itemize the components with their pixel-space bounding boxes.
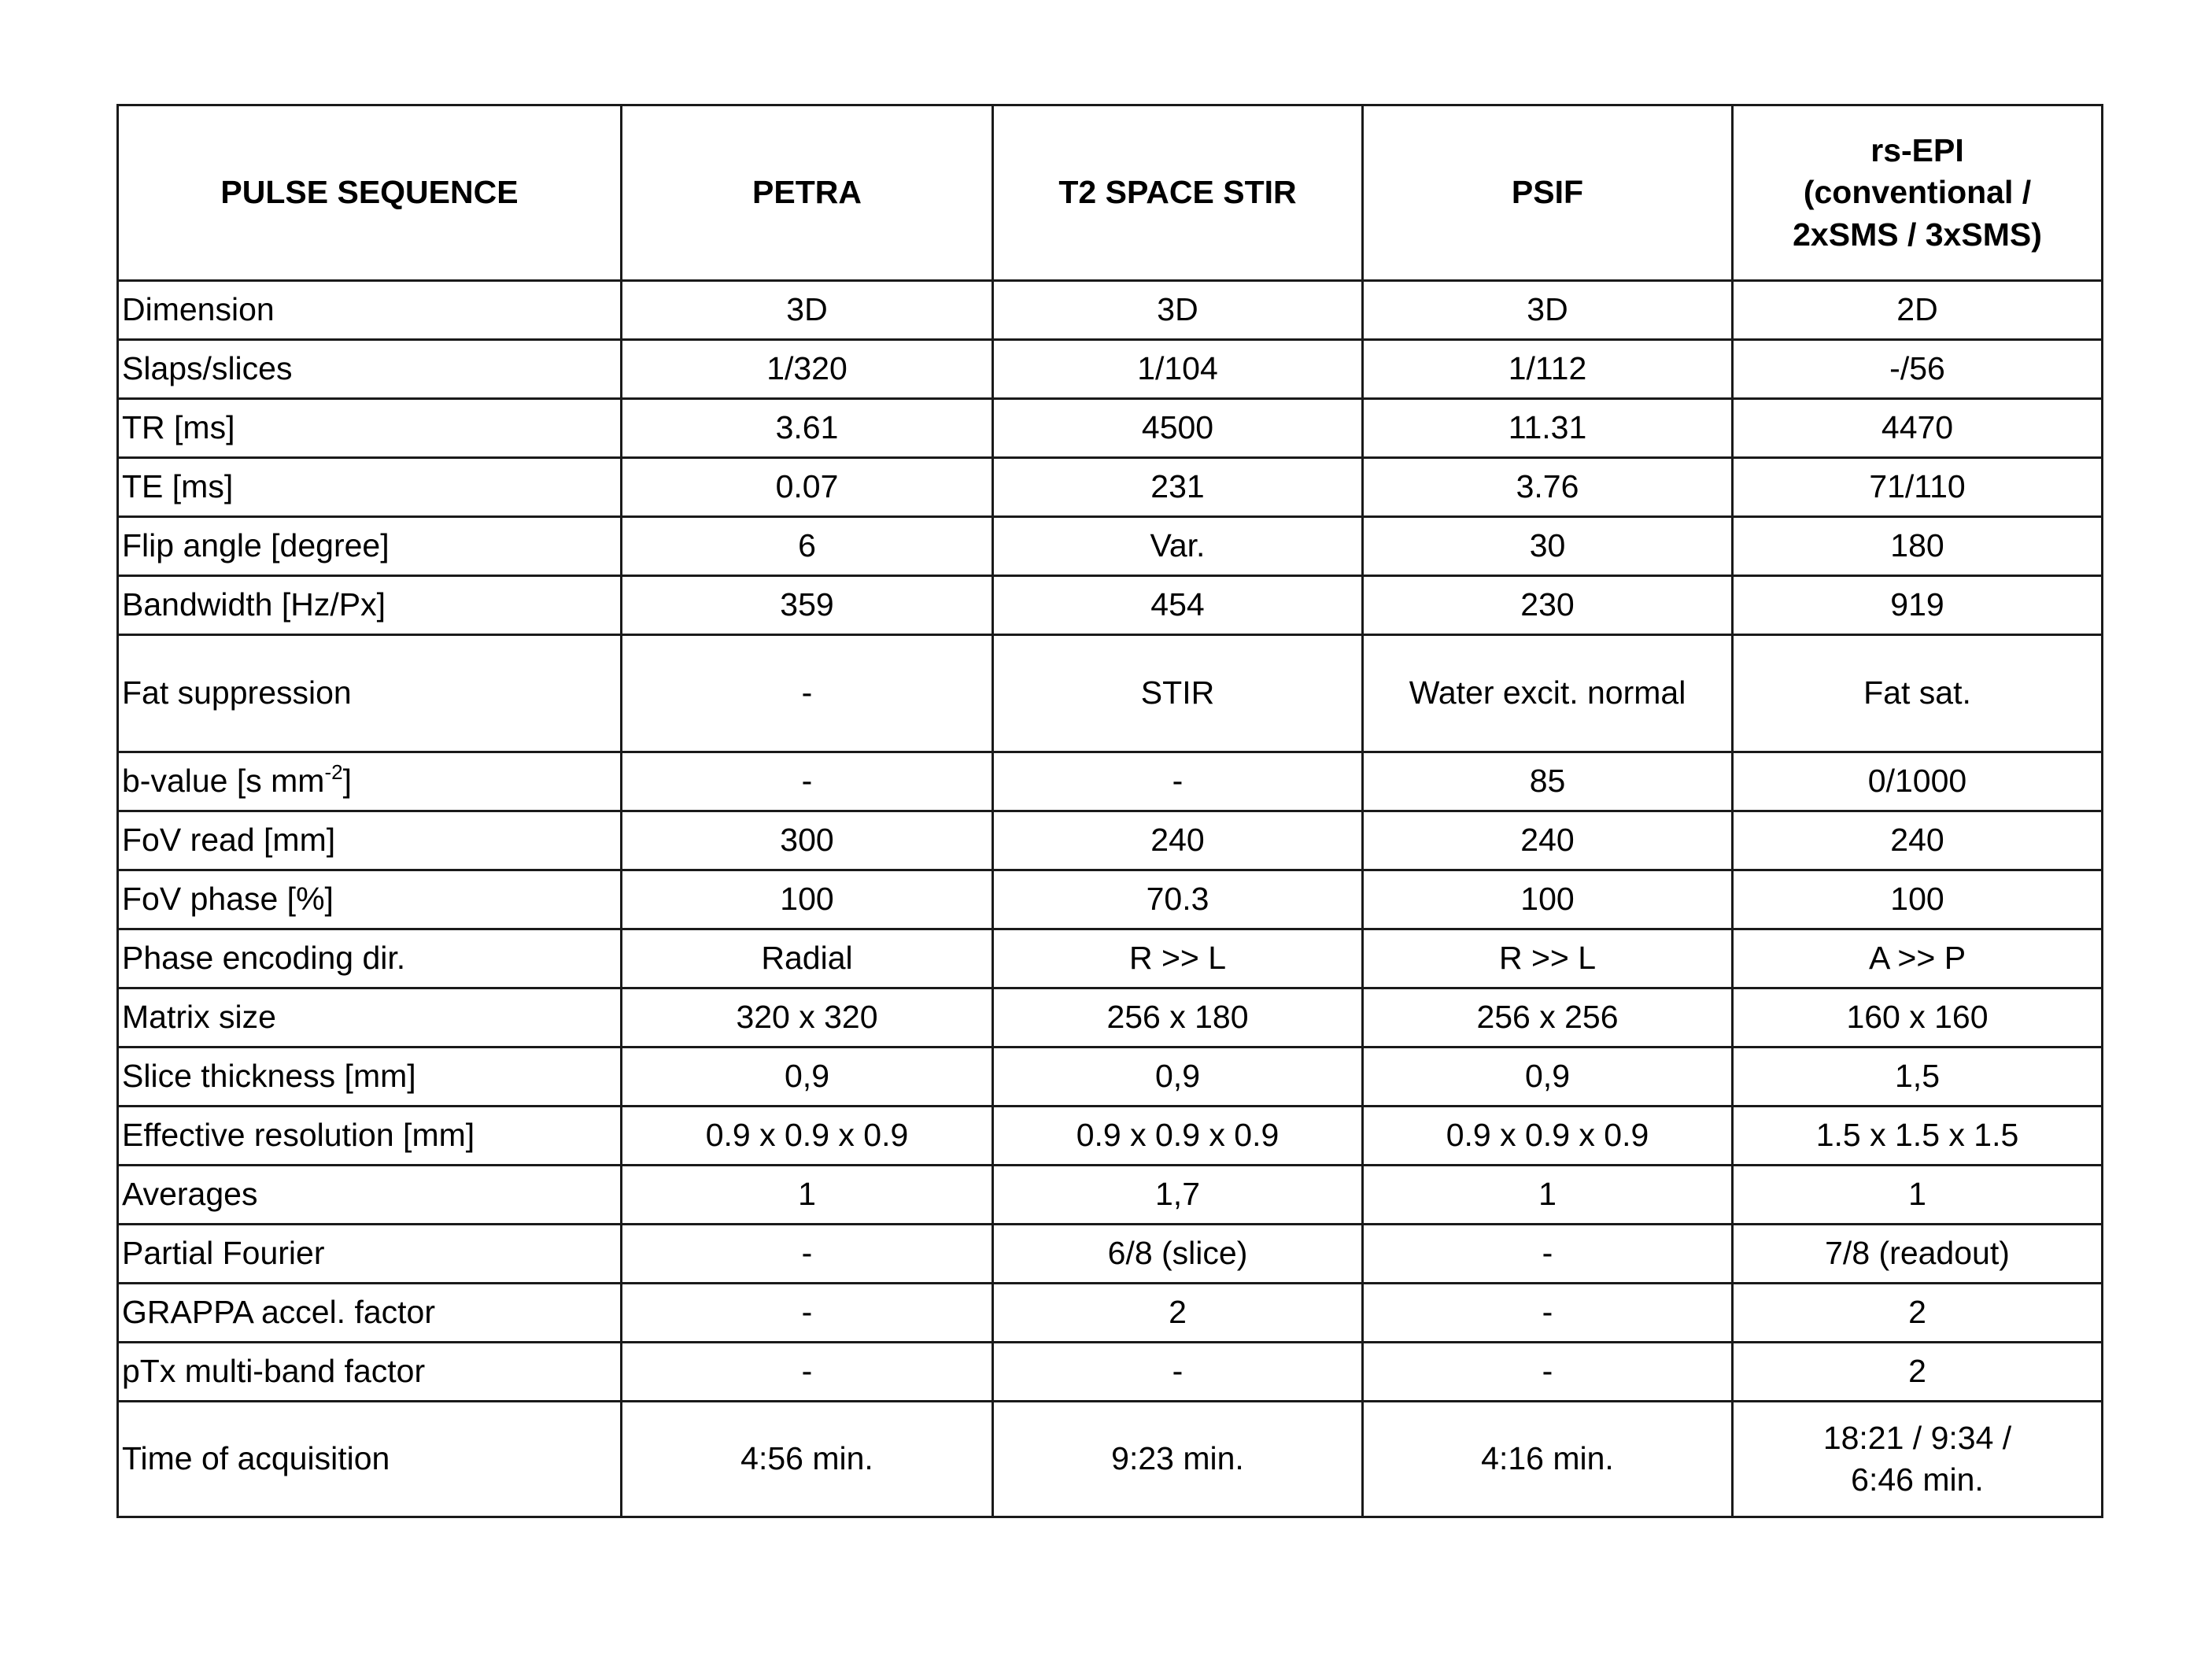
header-psif: PSIF	[1363, 105, 1733, 281]
cell-rs-epi: 1	[1733, 1166, 2103, 1225]
row-label: Slice thickness [mm]	[118, 1047, 622, 1107]
cell-line: 18:21 / 9:34 /	[1822, 1419, 2012, 1456]
table-row	[118, 340, 2103, 399]
cell-rs-epi	[1733, 1402, 2103, 1517]
cell-rs-epi: 71/110	[1733, 458, 2103, 517]
row-label: Flip angle [degree]	[118, 517, 622, 576]
cell-t2-space-stir: 6/8 (slice)	[993, 1225, 1363, 1284]
cell-rs-epi: 7/8 (readout)	[1733, 1225, 2103, 1284]
cell-petra: -	[622, 1284, 993, 1343]
row-label: Slaps/slices	[118, 340, 622, 399]
row-label: TE [ms]	[118, 458, 622, 517]
cell-psif: 3.76	[1363, 458, 1733, 517]
table-row	[118, 1166, 2103, 1225]
header-petra: PETRA	[622, 105, 993, 281]
cell-psif: Water excit. normal	[1363, 635, 1733, 752]
table-row	[118, 1107, 2103, 1166]
cell-rs-epi: 2	[1733, 1284, 2103, 1343]
cell-rs-epi: 1.5 x 1.5 x 1.5	[1733, 1107, 2103, 1166]
table-row	[118, 929, 2103, 988]
cell-t2-space-stir: 0.9 x 0.9 x 0.9	[993, 1107, 1363, 1166]
table-row	[118, 1402, 2103, 1517]
cell-rs-epi: 0/1000	[1733, 752, 2103, 811]
cell-petra: -	[622, 635, 993, 752]
cell-rs-epi: 4470	[1733, 399, 2103, 458]
row-label: TR [ms]	[118, 399, 622, 458]
row-label: Time of acquisition	[118, 1402, 622, 1517]
cell-petra: 4:56 min.	[622, 1402, 993, 1517]
cell-t2-space-stir: 231	[993, 458, 1363, 517]
header-rs-epi-line1: rs-EPI	[1870, 132, 1964, 169]
cell-psif: 30	[1363, 517, 1733, 576]
row-label: Partial Fourier	[118, 1225, 622, 1284]
cell-rs-epi: 2	[1733, 1343, 2103, 1402]
cell-t2-space-stir: 3D	[993, 281, 1363, 340]
cell-t2-space-stir: 70.3	[993, 870, 1363, 929]
row-label	[118, 752, 622, 811]
cell-psif: 85	[1363, 752, 1733, 811]
cell-petra: 1	[622, 1166, 993, 1225]
cell-t2-space-stir: 454	[993, 576, 1363, 635]
header-pulse-sequence: PULSE SEQUENCE	[118, 105, 622, 281]
cell-psif: 1/112	[1363, 340, 1733, 399]
row-label: Dimension	[118, 281, 622, 340]
table-row	[118, 1225, 2103, 1284]
cell-psif: 11.31	[1363, 399, 1733, 458]
table-row	[118, 635, 2103, 752]
row-label: Averages	[118, 1166, 622, 1225]
table-row	[118, 1047, 2103, 1107]
cell-psif: 256 x 256	[1363, 988, 1733, 1047]
cell-psif: -	[1363, 1343, 1733, 1402]
cell-petra: 100	[622, 870, 993, 929]
cell-psif: 0,9	[1363, 1047, 1733, 1107]
table-row	[118, 281, 2103, 340]
table-row	[118, 399, 2103, 458]
cell-t2-space-stir: 240	[993, 811, 1363, 870]
cell-petra: 1/320	[622, 340, 993, 399]
cell-petra: Radial	[622, 929, 993, 988]
row-label: GRAPPA accel. factor	[118, 1284, 622, 1343]
cell-petra: 0.9 x 0.9 x 0.9	[622, 1107, 993, 1166]
cell-rs-epi: Fat sat.	[1733, 635, 2103, 752]
table-row	[118, 811, 2103, 870]
row-label-text-end: ]	[342, 763, 352, 800]
row-label: pTx multi-band factor	[118, 1343, 622, 1402]
cell-t2-space-stir: Var.	[993, 517, 1363, 576]
cell-psif: 3D	[1363, 281, 1733, 340]
header-row	[118, 105, 2103, 281]
cell-t2-space-stir: 1,7	[993, 1166, 1363, 1225]
table-row	[118, 752, 2103, 811]
header-rs-epi-line2: (conventional /	[1803, 174, 2032, 211]
cell-petra: 0,9	[622, 1047, 993, 1107]
table-row	[118, 517, 2103, 576]
row-label: Phase encoding dir.	[118, 929, 622, 988]
cell-petra: 320 x 320	[622, 988, 993, 1047]
cell-psif: 100	[1363, 870, 1733, 929]
table-row	[118, 870, 2103, 929]
cell-petra: -	[622, 752, 993, 811]
row-label: Fat suppression	[118, 635, 622, 752]
cell-psif: 1	[1363, 1166, 1733, 1225]
cell-t2-space-stir: R >> L	[993, 929, 1363, 988]
cell-rs-epi: 100	[1733, 870, 2103, 929]
cell-rs-epi: 919	[1733, 576, 2103, 635]
row-label-text: b-value [s mm	[122, 763, 325, 800]
cell-rs-epi: 1,5	[1733, 1047, 2103, 1107]
cell-line: 6:46 min.	[1851, 1461, 1984, 1498]
cell-petra: 0.07	[622, 458, 993, 517]
cell-t2-space-stir: 256 x 180	[993, 988, 1363, 1047]
cell-rs-epi: 160 x 160	[1733, 988, 2103, 1047]
header-rs-epi	[1733, 105, 2103, 281]
cell-t2-space-stir: -	[993, 752, 1363, 811]
cell-petra: 3.61	[622, 399, 993, 458]
row-label: FoV phase [%]	[118, 870, 622, 929]
table-row	[118, 576, 2103, 635]
cell-petra: -	[622, 1225, 993, 1284]
cell-rs-epi: 180	[1733, 517, 2103, 576]
cell-psif: R >> L	[1363, 929, 1733, 988]
cell-rs-epi: 240	[1733, 811, 2103, 870]
cell-t2-space-stir: STIR	[993, 635, 1363, 752]
cell-rs-epi: 2D	[1733, 281, 2103, 340]
table-row	[118, 988, 2103, 1047]
header-t2-space-stir: T2 SPACE STIR	[993, 105, 1363, 281]
cell-psif: 240	[1363, 811, 1733, 870]
cell-rs-epi: A >> P	[1733, 929, 2103, 988]
cell-petra: -	[622, 1343, 993, 1402]
cell-psif: 230	[1363, 576, 1733, 635]
row-label: FoV read [mm]	[118, 811, 622, 870]
header-rs-epi-line3: 2xSMS / 3xSMS)	[1793, 216, 2042, 253]
cell-t2-space-stir: 1/104	[993, 340, 1363, 399]
cell-t2-space-stir: 4500	[993, 399, 1363, 458]
cell-petra: 300	[622, 811, 993, 870]
row-label: Effective resolution [mm]	[118, 1107, 622, 1166]
table-row	[118, 1343, 2103, 1402]
table-row	[118, 1284, 2103, 1343]
cell-psif: -	[1363, 1284, 1733, 1343]
cell-psif: 0.9 x 0.9 x 0.9	[1363, 1107, 1733, 1166]
cell-t2-space-stir: 2	[993, 1284, 1363, 1343]
row-label: Bandwidth [Hz/Px]	[118, 576, 622, 635]
cell-petra: 359	[622, 576, 993, 635]
pulse-sequence-table	[116, 104, 2103, 1518]
cell-petra: 3D	[622, 281, 993, 340]
cell-psif: 4:16 min.	[1363, 1402, 1733, 1517]
row-label-superscript: -2	[324, 760, 343, 785]
table-row	[118, 458, 2103, 517]
cell-t2-space-stir: 0,9	[993, 1047, 1363, 1107]
cell-rs-epi: -/56	[1733, 340, 2103, 399]
row-label: Matrix size	[118, 988, 622, 1047]
cell-t2-space-stir: 9:23 min.	[993, 1402, 1363, 1517]
cell-psif: -	[1363, 1225, 1733, 1284]
cell-petra: 6	[622, 517, 993, 576]
cell-t2-space-stir: -	[993, 1343, 1363, 1402]
